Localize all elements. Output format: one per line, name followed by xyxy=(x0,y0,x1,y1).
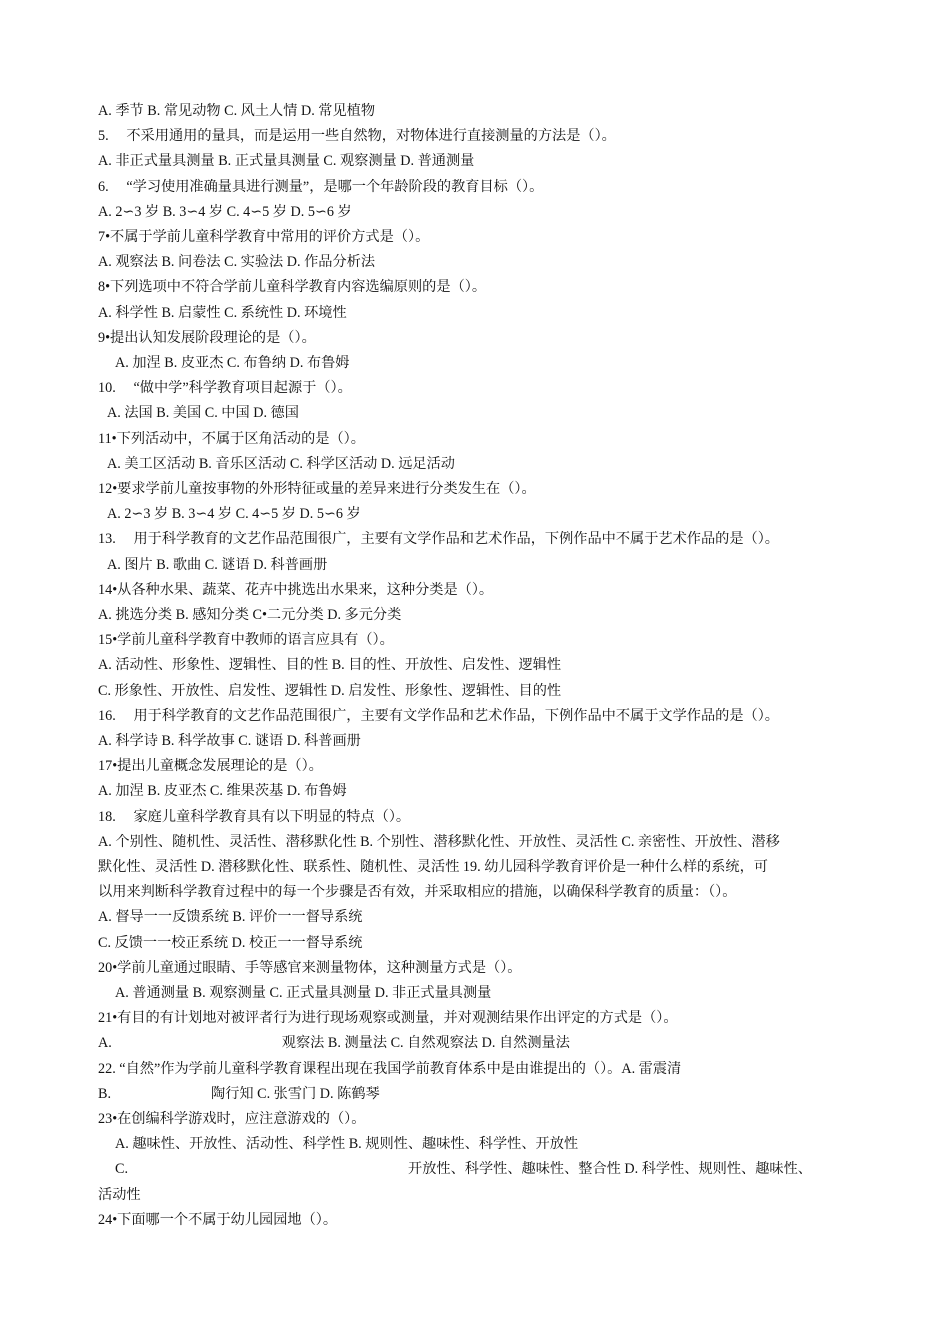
question-18: 18. 家庭儿童科学教育具有以下明显的特点（）。 xyxy=(98,809,411,825)
question-20: 20•学前儿童通过眼睛、手等感官来测量物体，这种测量方式是（）。 xyxy=(98,960,522,976)
text-line: A. 美工区活动 B. 音乐区活动 C. 科学区活动 D. 远足活动 xyxy=(107,456,455,472)
text-line: A. 督导一一反馈系统 B. 评价一一督导系统 xyxy=(98,909,363,925)
question-9: 9•提出认知发展阶段理论的是（）。 xyxy=(98,330,316,346)
text-line: A. 图片 B. 歌曲 C. 谜语 D. 科普画册 xyxy=(107,557,328,573)
text-line xyxy=(98,1033,868,1053)
question-6: 6. “学习使用准确量具进行测量”，是哪一个年龄阶段的教育目标（）。 xyxy=(98,179,544,195)
question-23: 23•在创编科学游戏时，应注意游戏的（）。 xyxy=(98,1111,366,1127)
question-15: 15•学前儿童科学教育中教师的语言应具有（）。 xyxy=(98,632,394,648)
text-line: A. 法国 B. 美国 C. 中国 D. 德国 xyxy=(107,405,299,421)
text-line: A. 加涅 B. 皮亚杰 C. 布鲁纳 D. 布鲁姆 xyxy=(115,355,350,371)
option-text: 观察法 B. 测量法 C. 自然观察法 D. 自然测量法 xyxy=(281,1035,570,1051)
question-22: 22. “自然”作为学前儿童科学教育课程出现在我国学前教育体系中是由谁提出的（）。A. 雷震清 xyxy=(98,1061,682,1077)
question-7: 7•不属于学前儿童科学教育中常用的评价方式是（）。 xyxy=(98,229,430,245)
question-16: 16. 用于科学教育的文艺作品范围很广，主要有文学作品和艺术作品，下例作品中不属于文学作品的是（）。 xyxy=(98,708,779,724)
text-line: C. 形象性、开放性、启发性、逻辑性 D. 启发性、形象性、逻辑性、目的性 xyxy=(98,683,562,699)
question-14: 14•从各种水果、蔬菜、花卉中挑选出水果来，这种分类是（）。 xyxy=(98,582,494,598)
question-8: 8•下列选项中不符合学前儿童科学教育内容选编原则的是（）。 xyxy=(98,279,487,295)
option-label: B. xyxy=(98,1086,112,1102)
text-line xyxy=(115,1159,885,1179)
option-label: C. xyxy=(115,1161,129,1177)
text-line: A. 2∽3 岁 B. 3∽4 岁 C. 4∽5 岁 D. 5∽6 岁 xyxy=(107,506,361,522)
text-line: A. 观察法 B. 问卷法 C. 实验法 D. 作品分析法 xyxy=(98,254,376,270)
option-text: 开放性、科学性、趣味性、整合性 D. 科学性、规则性、趣味性、 xyxy=(408,1161,812,1177)
text-line: A. 个别性、随机性、灵活性、潜移默化性 B. 个别性、潜移默化性、开放性、灵活性 C. 亲密性、开放性、潜移 xyxy=(98,834,780,850)
question-5: 5. 不采用通用的量具，而是运用一些自然物，对物体进行直接测量的方法是（）。 xyxy=(98,128,616,144)
text-line: A. 非正式量具测量 B. 正式量具测量 C. 观察测量 D. 普通测量 xyxy=(98,153,475,169)
text-line: A. 活动性、形象性、逻辑性、目的性 B. 目的性、开放性、启发性、逻辑性 xyxy=(98,657,562,673)
text-line: A. 趣味性、开放性、活动性、科学性 B. 规则性、趣味性、科学性、开放性 xyxy=(115,1136,579,1152)
question-24: 24•下面哪一个不属于幼儿园园地（）。 xyxy=(98,1212,338,1228)
question-17: 17•提出儿童概念发展理论的是（）。 xyxy=(98,758,323,774)
text-line: 以用来判断科学教育过程中的每一个步骤是否有效，并采取相应的措施，以确保科学教育的质量：（）。 xyxy=(98,884,737,900)
text-line: 默化性、灵活性 D. 潜移默化性、联系性、随机性、灵活性 19. 幼儿园科学教育评价是一种什么样的系统，可 xyxy=(98,859,768,875)
text-line: A. 科学性 B. 启蒙性 C. 系统性 D. 环境性 xyxy=(98,305,347,321)
question-13: 13. 用于科学教育的文艺作品范围很广，主要有文学作品和艺术作品，下例作品中不属于艺术作品的是（）。 xyxy=(98,531,779,547)
text-line xyxy=(98,1084,868,1104)
text-line: A. 季节 B. 常见动物 C. 风土人情 D. 常见植物 xyxy=(98,103,376,119)
question-21: 21•有目的有计划地对被评者行为进行现场观察或测量，并对观测结果作出评定的方式是（）。 xyxy=(98,1010,678,1026)
text-line: A. 普通测量 B. 观察测量 C. 正式量具测量 D. 非正式量具测量 xyxy=(115,985,492,1001)
question-10: 10. “做中学”科学教育项目起源于（）。 xyxy=(98,380,352,396)
text-line: A. 挑选分类 B. 感知分类 C•二元分类 D. 多元分类 xyxy=(98,607,402,623)
option-text: 陶行知 C. 张雪门 D. 陈鹤琴 xyxy=(211,1086,380,1102)
question-11: 11•下列活动中，不属于区角活动的是（）。 xyxy=(98,431,365,447)
text-line: C. 反馈一一校正系统 D. 校正一一督导系统 xyxy=(98,935,363,951)
text-line: A. 科学诗 B. 科学故事 C. 谜语 D. 科普画册 xyxy=(98,733,361,749)
text-line: 活动性 xyxy=(98,1187,141,1203)
text-line: A. 加涅 B. 皮亚杰 C. 维果茨基 D. 布鲁姆 xyxy=(98,783,347,799)
question-12: 12•要求学前儿童按事物的外形特征或量的差异来进行分类发生在（）。 xyxy=(98,481,536,497)
text-line: A. 2∽3 岁 B. 3∽4 岁 C. 4∽5 岁 D. 5∽6 岁 xyxy=(98,204,352,220)
option-label: A. xyxy=(98,1035,112,1051)
